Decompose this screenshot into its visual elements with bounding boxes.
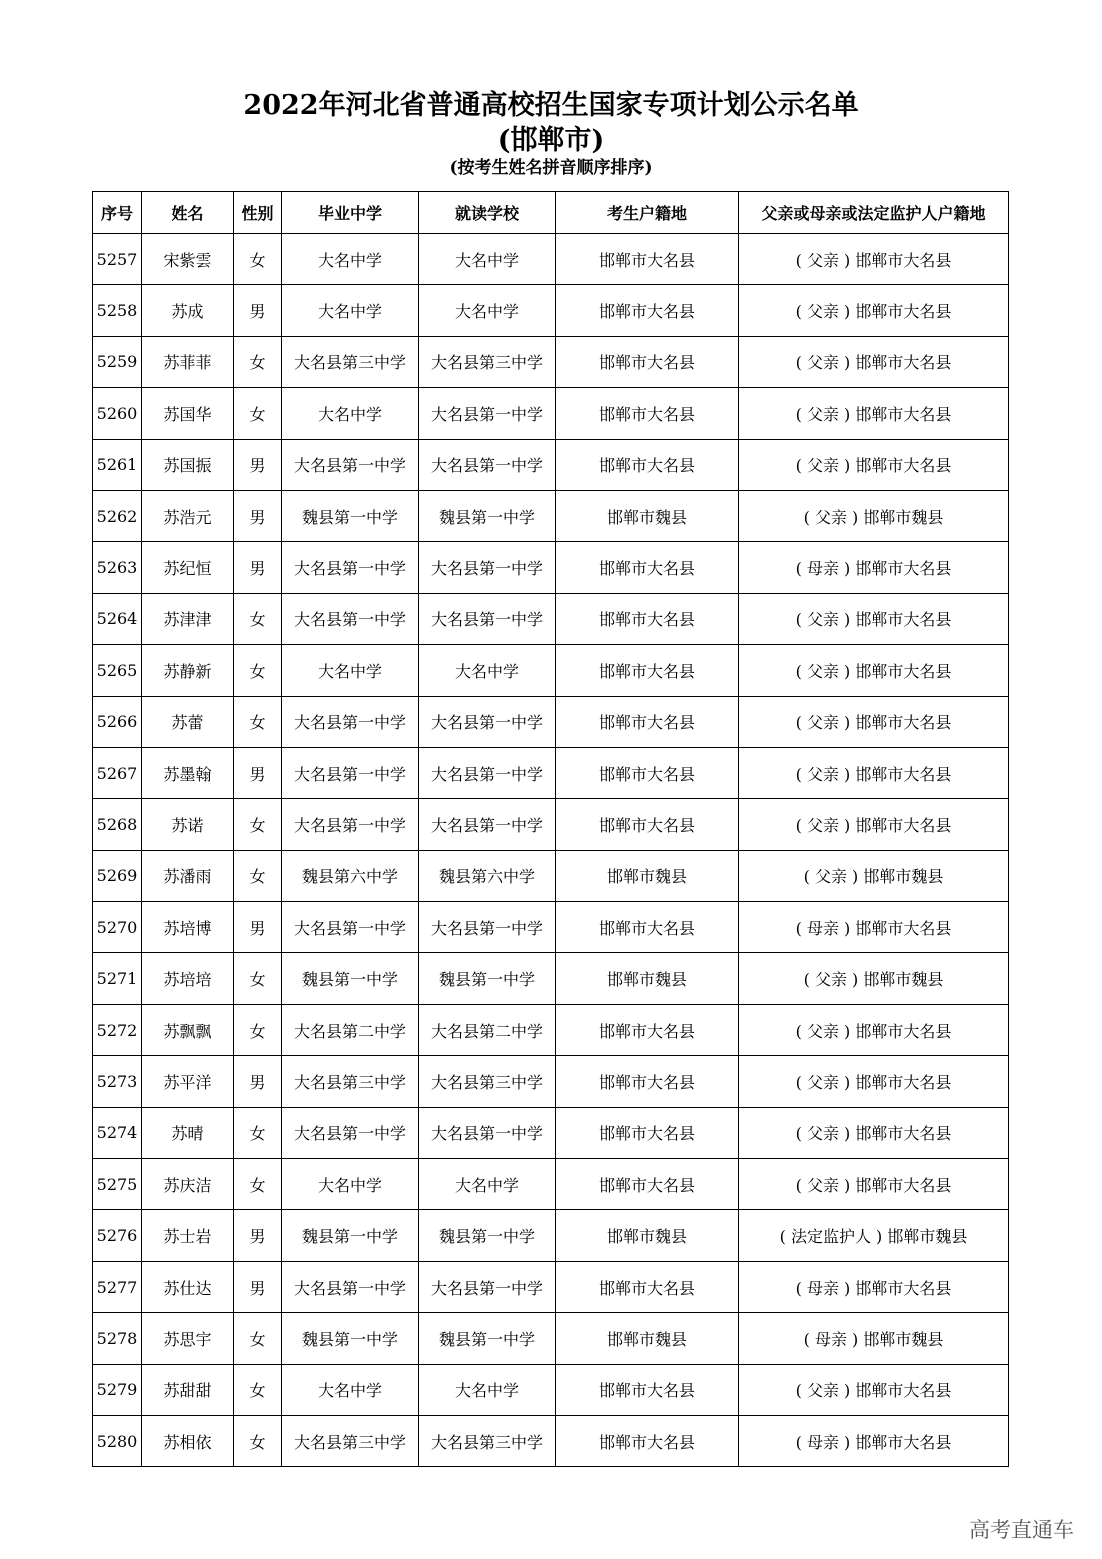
cell-gender: 女	[234, 1107, 282, 1158]
cell-graduation-school: 大名中学	[282, 1159, 419, 1210]
cell-name: 苏潘雨	[142, 850, 234, 901]
cell-guardian-residence: ( 父亲 ) 邯郸市大名县	[739, 234, 1009, 285]
cell-current-school: 大名中学	[419, 234, 556, 285]
cell-graduation-school: 大名县第一中学	[282, 1261, 419, 1312]
cell-name: 苏纪恒	[142, 542, 234, 593]
cell-name: 苏培博	[142, 902, 234, 953]
cell-name: 苏静新	[142, 645, 234, 696]
cell-gender: 女	[234, 388, 282, 439]
cell-graduation-school: 大名县第一中学	[282, 542, 419, 593]
cell-current-school: 大名中学	[419, 1364, 556, 1415]
cell-student-residence: 邯郸市大名县	[556, 542, 739, 593]
cell-gender: 女	[234, 336, 282, 387]
cell-guardian-residence: ( 父亲 ) 邯郸市大名县	[739, 439, 1009, 490]
cell-guardian-residence: ( 父亲 ) 邯郸市大名县	[739, 799, 1009, 850]
cell-seq: 5265	[93, 645, 142, 696]
table-row	[93, 1004, 1009, 1055]
table-row	[93, 1056, 1009, 1107]
cell-gender: 女	[234, 696, 282, 747]
sort-note: (按考生姓名拼音顺序排序)	[449, 158, 653, 178]
cell-graduation-school: 大名县第三中学	[282, 1415, 419, 1466]
cell-guardian-residence: ( 父亲 ) 邯郸市大名县	[739, 1004, 1009, 1055]
cell-gender: 女	[234, 1159, 282, 1210]
cell-name: 苏蕾	[142, 696, 234, 747]
cell-graduation-school: 大名中学	[282, 645, 419, 696]
header-student-residence: 考生户籍地	[556, 192, 739, 234]
cell-graduation-school: 大名县第二中学	[282, 1004, 419, 1055]
header-gender: 性别	[234, 192, 282, 234]
cell-name: 苏培培	[142, 953, 234, 1004]
header-name: 姓名	[142, 192, 234, 234]
cell-name: 苏津津	[142, 593, 234, 644]
cell-graduation-school: 大名中学	[282, 234, 419, 285]
header-seq: 序号	[93, 192, 142, 234]
cell-gender: 男	[234, 747, 282, 798]
cell-name: 苏墨翰	[142, 747, 234, 798]
cell-seq: 5264	[93, 593, 142, 644]
table-row	[93, 1364, 1009, 1415]
cell-student-residence: 邯郸市大名县	[556, 1159, 739, 1210]
cell-seq: 5263	[93, 542, 142, 593]
cell-seq: 5257	[93, 234, 142, 285]
cell-student-residence: 邯郸市大名县	[556, 1261, 739, 1312]
table-row	[93, 1210, 1009, 1261]
cell-seq: 5276	[93, 1210, 142, 1261]
cell-seq: 5273	[93, 1056, 142, 1107]
cell-gender: 女	[234, 645, 282, 696]
header-current-school: 就读学校	[419, 192, 556, 234]
cell-current-school: 大名县第一中学	[419, 1261, 556, 1312]
cell-guardian-residence: ( 母亲 ) 邯郸市魏县	[739, 1313, 1009, 1364]
table-row	[93, 799, 1009, 850]
cell-gender: 男	[234, 1261, 282, 1312]
cell-current-school: 大名县第一中学	[419, 593, 556, 644]
cell-graduation-school: 魏县第一中学	[282, 1313, 419, 1364]
cell-student-residence: 邯郸市大名县	[556, 799, 739, 850]
table-row	[93, 439, 1009, 490]
cell-seq: 5261	[93, 439, 142, 490]
cell-current-school: 魏县第六中学	[419, 850, 556, 901]
cell-current-school: 大名县第一中学	[419, 542, 556, 593]
cell-student-residence: 邯郸市大名县	[556, 1364, 739, 1415]
cell-guardian-residence: ( 父亲 ) 邯郸市大名县	[739, 1107, 1009, 1158]
cell-student-residence: 邯郸市魏县	[556, 953, 739, 1004]
cell-seq: 5262	[93, 490, 142, 541]
table-row	[93, 1313, 1009, 1364]
cell-current-school: 大名县第一中学	[419, 388, 556, 439]
cell-gender: 女	[234, 799, 282, 850]
cell-seq: 5280	[93, 1415, 142, 1466]
cell-guardian-residence: ( 父亲 ) 邯郸市大名县	[739, 747, 1009, 798]
cell-seq: 5279	[93, 1364, 142, 1415]
table-row	[93, 490, 1009, 541]
cell-guardian-residence: ( 父亲 ) 邯郸市大名县	[739, 388, 1009, 439]
cell-seq: 5268	[93, 799, 142, 850]
cell-seq: 5278	[93, 1313, 142, 1364]
cell-gender: 女	[234, 234, 282, 285]
cell-name: 苏思宇	[142, 1313, 234, 1364]
table-header-row	[93, 192, 1009, 234]
header-graduation-school: 毕业中学	[282, 192, 419, 234]
cell-seq: 5258	[93, 285, 142, 336]
cell-guardian-residence: ( 父亲 ) 邯郸市魏县	[739, 953, 1009, 1004]
cell-current-school: 大名县第一中学	[419, 1107, 556, 1158]
cell-graduation-school: 大名县第一中学	[282, 1107, 419, 1158]
cell-current-school: 魏县第一中学	[419, 953, 556, 1004]
cell-graduation-school: 大名中学	[282, 285, 419, 336]
cell-guardian-residence: ( 母亲 ) 邯郸市大名县	[739, 1415, 1009, 1466]
document-title: 2022年河北省普通高校招生国家专项计划公示名单	[243, 90, 859, 121]
cell-student-residence: 邯郸市大名县	[556, 439, 739, 490]
cell-current-school: 大名县第二中学	[419, 1004, 556, 1055]
table-row	[93, 593, 1009, 644]
table-body	[93, 234, 1009, 1467]
cell-student-residence: 邯郸市魏县	[556, 490, 739, 541]
cell-graduation-school: 大名县第一中学	[282, 747, 419, 798]
table-row	[93, 1415, 1009, 1466]
cell-seq: 5277	[93, 1261, 142, 1312]
cell-name: 苏国华	[142, 388, 234, 439]
cell-name: 苏甜甜	[142, 1364, 234, 1415]
cell-seq: 5270	[93, 902, 142, 953]
cell-gender: 女	[234, 953, 282, 1004]
cell-student-residence: 邯郸市大名县	[556, 902, 739, 953]
cell-guardian-residence: ( 母亲 ) 邯郸市大名县	[739, 1261, 1009, 1312]
table-row	[93, 1159, 1009, 1210]
cell-graduation-school: 魏县第六中学	[282, 850, 419, 901]
cell-graduation-school: 大名县第一中学	[282, 696, 419, 747]
table-row	[93, 1261, 1009, 1312]
cell-student-residence: 邯郸市大名县	[556, 234, 739, 285]
cell-guardian-residence: ( 父亲 ) 邯郸市大名县	[739, 1364, 1009, 1415]
cell-gender: 女	[234, 1364, 282, 1415]
cell-guardian-residence: ( 父亲 ) 邯郸市大名县	[739, 285, 1009, 336]
cell-seq: 5267	[93, 747, 142, 798]
cell-seq: 5266	[93, 696, 142, 747]
cell-guardian-residence: ( 父亲 ) 邯郸市魏县	[739, 850, 1009, 901]
cell-current-school: 大名县第三中学	[419, 1056, 556, 1107]
cell-graduation-school: 大名县第一中学	[282, 439, 419, 490]
cell-graduation-school: 大名中学	[282, 388, 419, 439]
cell-student-residence: 邯郸市大名县	[556, 593, 739, 644]
table-row	[93, 542, 1009, 593]
cell-name: 苏国振	[142, 439, 234, 490]
cell-seq: 5269	[93, 850, 142, 901]
cell-guardian-residence: ( 父亲 ) 邯郸市魏县	[739, 490, 1009, 541]
cell-student-residence: 邯郸市大名县	[556, 645, 739, 696]
cell-gender: 男	[234, 1210, 282, 1261]
table-row	[93, 388, 1009, 439]
table-row	[93, 285, 1009, 336]
cell-guardian-residence: ( 父亲 ) 邯郸市大名县	[739, 696, 1009, 747]
table-row	[93, 902, 1009, 953]
cell-graduation-school: 大名县第一中学	[282, 593, 419, 644]
cell-gender: 男	[234, 285, 282, 336]
table-row	[93, 747, 1009, 798]
cell-graduation-school: 大名县第一中学	[282, 902, 419, 953]
document-subtitle: (邯郸市)	[497, 125, 605, 156]
cell-seq: 5259	[93, 336, 142, 387]
cell-student-residence: 邯郸市大名县	[556, 388, 739, 439]
cell-current-school: 大名县第三中学	[419, 1415, 556, 1466]
cell-gender: 男	[234, 490, 282, 541]
cell-graduation-school: 大名县第三中学	[282, 1056, 419, 1107]
cell-gender: 男	[234, 902, 282, 953]
cell-name: 苏仕达	[142, 1261, 234, 1312]
cell-guardian-residence: ( 法定监护人 ) 邯郸市魏县	[739, 1210, 1009, 1261]
cell-gender: 女	[234, 593, 282, 644]
cell-student-residence: 邯郸市大名县	[556, 1107, 739, 1158]
cell-name: 苏庆洁	[142, 1159, 234, 1210]
cell-graduation-school: 大名中学	[282, 1364, 419, 1415]
table-row	[93, 953, 1009, 1004]
table-row	[93, 1107, 1009, 1158]
cell-student-residence: 邯郸市大名县	[556, 285, 739, 336]
cell-current-school: 大名县第一中学	[419, 747, 556, 798]
watermark: 高考直通车	[969, 1518, 1074, 1542]
cell-gender: 女	[234, 1415, 282, 1466]
cell-student-residence: 邯郸市魏县	[556, 1210, 739, 1261]
cell-current-school: 魏县第一中学	[419, 490, 556, 541]
cell-current-school: 大名县第三中学	[419, 336, 556, 387]
cell-student-residence: 邯郸市大名县	[556, 696, 739, 747]
table-row	[93, 696, 1009, 747]
cell-seq: 5260	[93, 388, 142, 439]
cell-name: 苏诺	[142, 799, 234, 850]
cell-graduation-school: 魏县第一中学	[282, 1210, 419, 1261]
cell-current-school: 大名县第一中学	[419, 696, 556, 747]
cell-seq: 5271	[93, 953, 142, 1004]
cell-seq: 5272	[93, 1004, 142, 1055]
cell-graduation-school: 大名县第一中学	[282, 799, 419, 850]
cell-name: 宋紫雲	[142, 234, 234, 285]
cell-name: 苏菲菲	[142, 336, 234, 387]
table-row	[93, 645, 1009, 696]
cell-student-residence: 邯郸市大名县	[556, 1056, 739, 1107]
cell-current-school: 大名县第一中学	[419, 902, 556, 953]
cell-current-school: 魏县第一中学	[419, 1210, 556, 1261]
header-guardian-residence: 父亲或母亲或法定监护人户籍地	[739, 192, 1009, 234]
cell-gender: 女	[234, 1313, 282, 1364]
cell-name: 苏平洋	[142, 1056, 234, 1107]
cell-guardian-residence: ( 父亲 ) 邯郸市大名县	[739, 593, 1009, 644]
cell-graduation-school: 魏县第一中学	[282, 490, 419, 541]
cell-graduation-school: 魏县第一中学	[282, 953, 419, 1004]
cell-graduation-school: 大名县第三中学	[282, 336, 419, 387]
cell-name: 苏士岩	[142, 1210, 234, 1261]
cell-name: 苏成	[142, 285, 234, 336]
cell-guardian-residence: ( 父亲 ) 邯郸市大名县	[739, 336, 1009, 387]
roster-table	[92, 191, 1009, 1467]
table-row	[93, 336, 1009, 387]
cell-name: 苏浩元	[142, 490, 234, 541]
cell-name: 苏相依	[142, 1415, 234, 1466]
cell-student-residence: 邯郸市魏县	[556, 1313, 739, 1364]
cell-current-school: 大名县第一中学	[419, 799, 556, 850]
cell-seq: 5274	[93, 1107, 142, 1158]
cell-student-residence: 邯郸市大名县	[556, 1004, 739, 1055]
cell-student-residence: 邯郸市魏县	[556, 850, 739, 901]
cell-guardian-residence: ( 父亲 ) 邯郸市大名县	[739, 1056, 1009, 1107]
cell-guardian-residence: ( 父亲 ) 邯郸市大名县	[739, 1159, 1009, 1210]
cell-gender: 男	[234, 542, 282, 593]
cell-current-school: 大名中学	[419, 285, 556, 336]
cell-gender: 男	[234, 439, 282, 490]
table-row	[93, 234, 1009, 285]
cell-student-residence: 邯郸市大名县	[556, 747, 739, 798]
cell-current-school: 魏县第一中学	[419, 1313, 556, 1364]
cell-gender: 女	[234, 1004, 282, 1055]
cell-current-school: 大名中学	[419, 645, 556, 696]
cell-current-school: 大名中学	[419, 1159, 556, 1210]
cell-guardian-residence: ( 母亲 ) 邯郸市大名县	[739, 902, 1009, 953]
cell-guardian-residence: ( 母亲 ) 邯郸市大名县	[739, 542, 1009, 593]
cell-current-school: 大名县第一中学	[419, 439, 556, 490]
cell-guardian-residence: ( 父亲 ) 邯郸市大名县	[739, 645, 1009, 696]
cell-gender: 男	[234, 1056, 282, 1107]
cell-name: 苏晴	[142, 1107, 234, 1158]
cell-gender: 女	[234, 850, 282, 901]
cell-student-residence: 邯郸市大名县	[556, 1415, 739, 1466]
cell-student-residence: 邯郸市大名县	[556, 336, 739, 387]
cell-seq: 5275	[93, 1159, 142, 1210]
cell-name: 苏飘飘	[142, 1004, 234, 1055]
table-row	[93, 850, 1009, 901]
